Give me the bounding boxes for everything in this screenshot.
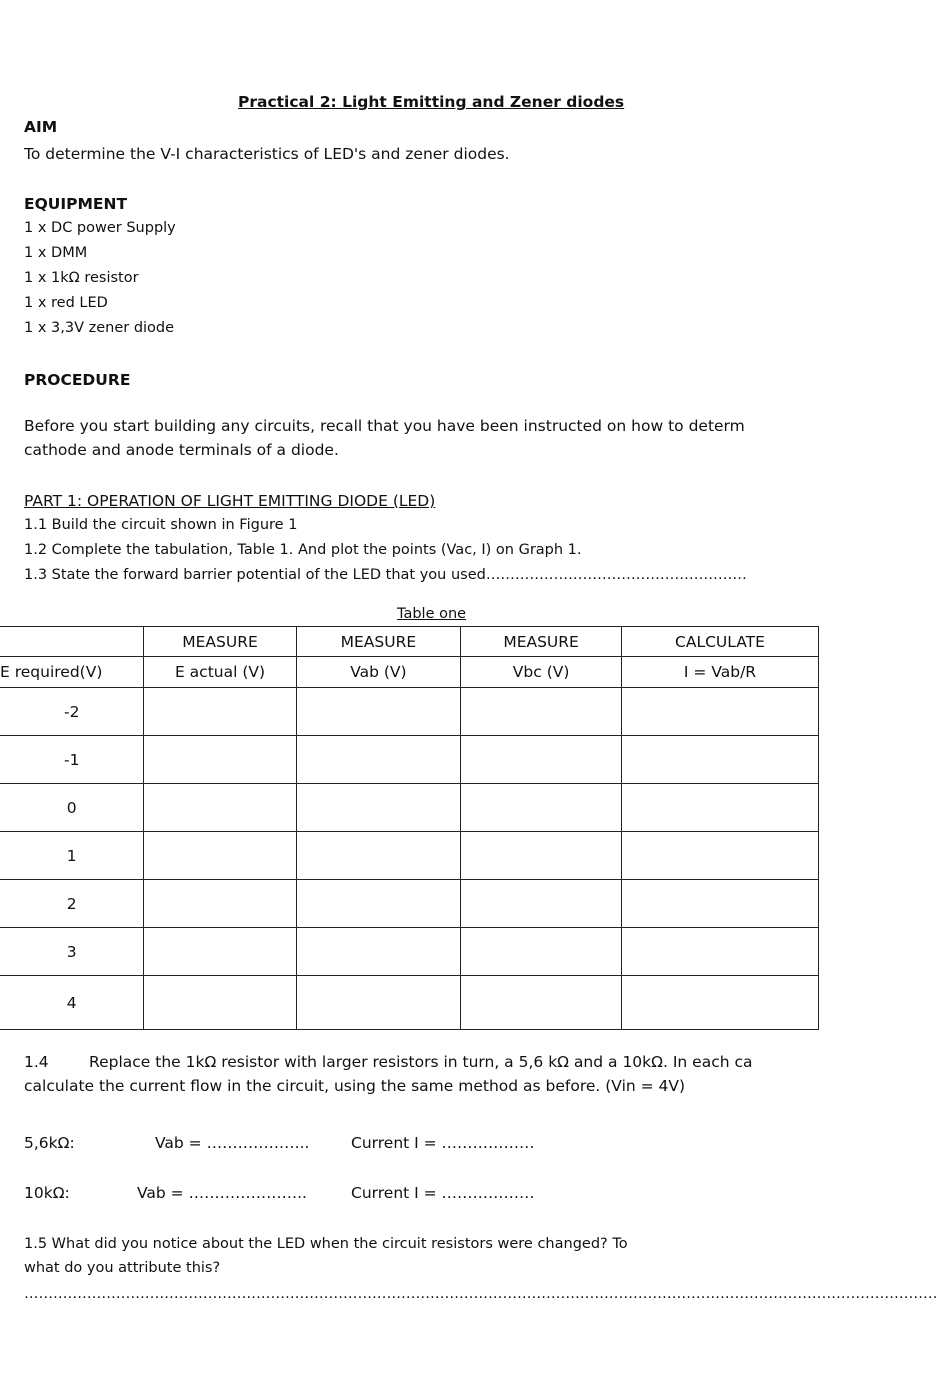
table-header-cell: CALCULATE bbox=[622, 627, 819, 657]
table-cell-e-required: 3 bbox=[0, 928, 144, 976]
question-1-5-line2: what do you attribute this? bbox=[24, 1260, 221, 1276]
question-1-4-number: 1.4 bbox=[24, 1053, 49, 1071]
answer-line[interactable]: ……………………………………………………………………………………………………………………………………………………………………… bbox=[24, 1286, 938, 1302]
table-cell-input[interactable] bbox=[144, 688, 296, 736]
resistor-10k-label: 10kΩ: bbox=[24, 1184, 70, 1202]
table-cell-input[interactable] bbox=[296, 928, 461, 976]
table-cell-input[interactable] bbox=[622, 832, 819, 880]
procedure-heading: PROCEDURE bbox=[24, 371, 131, 389]
table-header-cell: MEASURE bbox=[296, 627, 461, 657]
table-cell-input[interactable] bbox=[461, 880, 622, 928]
table-header-cell: E actual (V) bbox=[144, 657, 296, 688]
table-row bbox=[0, 832, 819, 880]
table-header-cell: Vbc (V) bbox=[461, 657, 622, 688]
table-caption: Table one bbox=[397, 606, 467, 622]
resistor-10k-current[interactable]: Current I = ……………… bbox=[351, 1184, 535, 1202]
table-cell-input[interactable] bbox=[622, 784, 819, 832]
table-cell-e-required: 4 bbox=[0, 976, 144, 1030]
table-cell-input[interactable] bbox=[622, 736, 819, 784]
table-row bbox=[0, 880, 819, 928]
table-cell-input[interactable] bbox=[622, 880, 819, 928]
table-header-cell: E required(V) bbox=[0, 657, 144, 688]
table-cell-input[interactable] bbox=[144, 784, 296, 832]
part1-heading: PART 1: OPERATION OF LIGHT EMITTING DIODE (LED) bbox=[24, 492, 436, 510]
table-cell-e-required: -2 bbox=[0, 688, 144, 736]
table-cell-e-required: 0 bbox=[0, 784, 144, 832]
table-cell-input[interactable] bbox=[622, 928, 819, 976]
table-cell-input[interactable] bbox=[296, 688, 461, 736]
question-1-5-line1: 1.5 What did you notice about the LED when the circuit resistors were changed? To bbox=[24, 1236, 628, 1252]
table-cell-input[interactable] bbox=[144, 976, 296, 1030]
table-cell-input[interactable] bbox=[296, 784, 461, 832]
resistor-10k-vab[interactable]: Vab = ………………….. bbox=[137, 1184, 307, 1202]
table-header-cell bbox=[0, 627, 144, 657]
equipment-item: 1 x DC power Supply bbox=[24, 220, 176, 236]
table-cell-input[interactable] bbox=[144, 736, 296, 784]
equipment-item: 1 x DMM bbox=[24, 245, 88, 261]
table-header-cell: MEASURE bbox=[144, 627, 296, 657]
table-cell-input[interactable] bbox=[296, 880, 461, 928]
table-row bbox=[0, 928, 819, 976]
table-cell-input[interactable] bbox=[144, 928, 296, 976]
procedure-text-line2: cathode and anode terminals of a diode. bbox=[24, 441, 339, 459]
table-cell-e-required: 2 bbox=[0, 880, 144, 928]
table-cell-input[interactable] bbox=[461, 688, 622, 736]
page-title: Practical 2: Light Emitting and Zener diodes bbox=[238, 93, 625, 111]
table-cell-input[interactable] bbox=[461, 736, 622, 784]
table-header-cell: Vab (V) bbox=[296, 657, 461, 688]
table-cell-input[interactable] bbox=[461, 784, 622, 832]
equipment-item: 1 x 3,3V zener diode bbox=[24, 320, 175, 336]
aim-heading: AIM bbox=[24, 118, 58, 136]
table-cell-input[interactable] bbox=[622, 688, 819, 736]
table-header-row bbox=[0, 627, 819, 657]
question-1-4-line1: Replace the 1kΩ resistor with larger resistors in turn, a 5,6 kΩ and a 10kΩ. In each ca bbox=[89, 1053, 753, 1071]
step-1-1: 1.1 Build the circuit shown in Figure 1 bbox=[24, 517, 298, 533]
table-header-cell: MEASURE bbox=[461, 627, 622, 657]
resistor-5-6k-vab[interactable]: Vab = ……………….. bbox=[155, 1134, 310, 1152]
aim-text: To determine the V-I characteristics of LED's and zener diodes. bbox=[24, 145, 510, 163]
table-cell-input[interactable] bbox=[461, 928, 622, 976]
table-cell-input[interactable] bbox=[144, 880, 296, 928]
results-table bbox=[0, 626, 819, 1030]
table-cell-input[interactable] bbox=[296, 736, 461, 784]
resistor-5-6k-label: 5,6kΩ: bbox=[24, 1134, 75, 1152]
table-cell-e-required: 1 bbox=[0, 832, 144, 880]
table-cell-input[interactable] bbox=[296, 832, 461, 880]
table-cell-e-required: -1 bbox=[0, 736, 144, 784]
table-row bbox=[0, 784, 819, 832]
step-1-3: 1.3 State the forward barrier potential of the LED that you used……………………………………………… bbox=[24, 567, 747, 583]
equipment-heading: EQUIPMENT bbox=[24, 195, 128, 213]
step-1-2: 1.2 Complete the tabulation, Table 1. And plot the points (Vac, I) on Graph 1. bbox=[24, 542, 582, 558]
question-1-4-line2: calculate the current flow in the circuit, using the same method as before. (Vin = 4V) bbox=[24, 1077, 686, 1095]
table-cell-input[interactable] bbox=[144, 832, 296, 880]
equipment-item: 1 x 1kΩ resistor bbox=[24, 270, 139, 286]
table-row bbox=[0, 688, 819, 736]
table-cell-input[interactable] bbox=[461, 832, 622, 880]
table-row bbox=[0, 736, 819, 784]
table-row bbox=[0, 976, 819, 1030]
equipment-item: 1 x red LED bbox=[24, 295, 108, 311]
table-cell-input[interactable] bbox=[461, 976, 622, 1030]
table-cell-input[interactable] bbox=[622, 976, 819, 1030]
table-header-cell: I = Vab/R bbox=[622, 657, 819, 688]
resistor-5-6k-current[interactable]: Current I = ……………… bbox=[351, 1134, 535, 1152]
procedure-text-line1: Before you start building any circuits, recall that you have been instructed on how to determ bbox=[24, 417, 745, 435]
table-header-row bbox=[0, 657, 819, 688]
table-cell-input[interactable] bbox=[296, 976, 461, 1030]
